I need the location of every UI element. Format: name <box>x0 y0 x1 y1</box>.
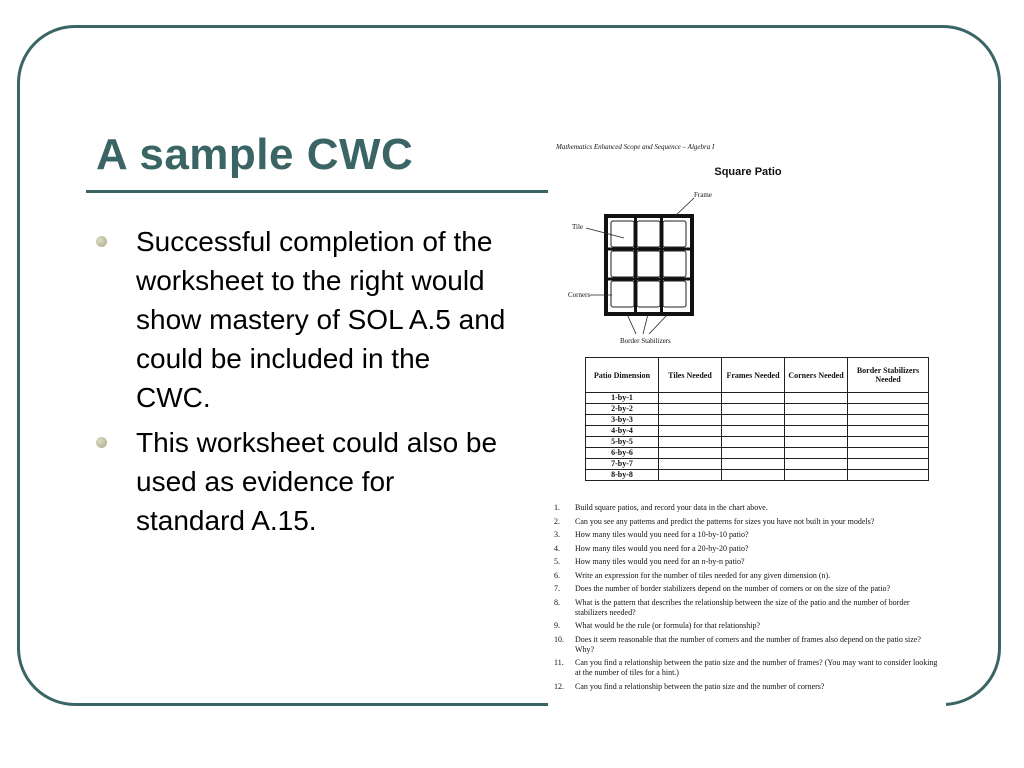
empty-cell <box>848 415 929 426</box>
table-header-row <box>586 358 929 393</box>
empty-cell <box>659 426 722 437</box>
question-item <box>554 517 938 527</box>
question-text: Write an expression for the number of tiles needed for any given dimension (n). <box>575 570 831 580</box>
empty-cell <box>785 393 848 404</box>
patio-tiles <box>611 221 686 307</box>
question-item <box>554 682 938 692</box>
question-number: 2. <box>554 516 560 526</box>
question-text: Does the number of border stabilizers depend on the number of corners or on the size of the patio? <box>575 584 891 593</box>
question-number: 1. <box>554 503 560 512</box>
table-row <box>586 437 929 448</box>
empty-cell <box>848 393 929 404</box>
bullet-text: This worksheet could also be used as evidence for standard A.15. <box>136 427 498 536</box>
question-number: 8. <box>554 597 560 607</box>
question-text: Can you find a relationship between the patio size and the number of corners? <box>575 681 825 691</box>
empty-cell <box>785 448 848 459</box>
question-item <box>554 621 938 631</box>
empty-cell <box>848 437 929 448</box>
empty-cell <box>722 415 785 426</box>
empty-cell <box>848 426 929 437</box>
row-dimension: 4-by-4 <box>586 426 659 437</box>
question-item <box>554 557 938 567</box>
question-item <box>554 530 938 540</box>
question-text: How many tiles would you need for an n-by-n patio? <box>575 557 745 566</box>
empty-cell <box>785 426 848 437</box>
empty-cell <box>722 459 785 470</box>
empty-cell <box>848 459 929 470</box>
question-text: What is the pattern that describes the relationship between the size of the patio and the number of border stabilizers needed? <box>575 597 910 617</box>
question-text: Build square patios, and record your data in the chart above. <box>575 503 768 512</box>
empty-cell <box>659 415 722 426</box>
question-item <box>554 584 938 594</box>
empty-cell <box>659 448 722 459</box>
label-frame: Frame <box>694 191 712 199</box>
question-number: 9. <box>554 621 560 630</box>
row-dimension: 5-by-5 <box>586 437 659 448</box>
empty-cell <box>785 459 848 470</box>
empty-cell <box>722 426 785 437</box>
empty-cell <box>785 404 848 415</box>
table-row <box>586 459 929 470</box>
row-dimension: 1-by-1 <box>586 393 659 404</box>
empty-cell <box>785 470 848 481</box>
empty-cell <box>848 448 929 459</box>
table-row <box>586 404 929 415</box>
patio-data-table <box>585 357 929 481</box>
row-dimension: 3-by-3 <box>586 415 659 426</box>
table-row <box>586 415 929 426</box>
question-text: Does it seem reasonable that the number of corners and the number of frames also depend on the patio size? Why? <box>575 634 921 654</box>
question-item <box>554 571 938 581</box>
bullet-text: Successful completion of the worksheet to the right would show mastery of SOL A.5 and could be included in the CWC. <box>136 226 506 413</box>
empty-cell <box>659 459 722 470</box>
question-number: 4. <box>554 543 560 553</box>
empty-cell <box>785 437 848 448</box>
question-text: How many tiles would you need for a 10-by-10 patio? <box>575 530 749 539</box>
empty-cell <box>659 404 722 415</box>
empty-cell <box>848 470 929 481</box>
worksheet-header: Mathematics Enhanced Scope and Sequence – Algebra I <box>556 143 715 151</box>
empty-cell <box>722 448 785 459</box>
question-item <box>554 503 938 513</box>
question-number: 6. <box>554 570 560 580</box>
row-dimension: 7-by-7 <box>586 459 659 470</box>
empty-cell <box>722 393 785 404</box>
question-text: Can you find a relationship between the patio size and the number of frames? (You may want to consider looking at the number of tiles for a hint.) <box>575 658 938 677</box>
empty-cell <box>848 404 929 415</box>
col-header: Patio Dimension <box>586 358 659 393</box>
bullet-item <box>96 222 506 417</box>
empty-cell <box>659 470 722 481</box>
row-dimension: 8-by-8 <box>586 470 659 481</box>
question-item <box>554 635 938 655</box>
bullet-dot-icon <box>96 437 107 448</box>
question-text: How many tiles would you need for a 20-by-20 patio? <box>575 543 749 553</box>
question-text: What would be the rule (or formula) for that relationship? <box>575 621 761 630</box>
label-border-stabilizers: Border Stabilizers <box>620 337 671 345</box>
question-number: 3. <box>554 530 560 539</box>
question-item <box>554 598 938 618</box>
question-number: 11. <box>554 658 564 667</box>
empty-cell <box>659 393 722 404</box>
col-header: Frames Needed <box>722 358 785 393</box>
col-header: Corners Needed <box>785 358 848 393</box>
question-text: Can you see any patterns and predict the patterns for sizes you have not built in your models? <box>575 516 875 526</box>
table-row <box>586 470 929 481</box>
bullet-item <box>96 423 506 540</box>
question-number: 12. <box>554 681 564 691</box>
worksheet-image <box>548 135 946 710</box>
col-header: Tiles Needed <box>659 358 722 393</box>
table-row <box>586 393 929 404</box>
label-tile: Tile <box>572 223 584 231</box>
question-number: 7. <box>554 584 560 593</box>
bullet-dot-icon <box>96 236 107 247</box>
empty-cell <box>785 415 848 426</box>
question-number: 10. <box>554 634 564 644</box>
empty-cell <box>659 437 722 448</box>
row-dimension: 6-by-6 <box>586 448 659 459</box>
empty-cell <box>722 404 785 415</box>
table-row <box>586 448 929 459</box>
question-item <box>554 658 938 678</box>
table-row <box>586 426 929 437</box>
worksheet-title: Square Patio <box>714 166 782 178</box>
question-number: 5. <box>554 557 560 566</box>
label-corners: Corners <box>568 291 591 299</box>
bullet-list <box>96 222 506 546</box>
patio-diagram <box>548 185 946 350</box>
question-item <box>554 544 938 554</box>
slide-title: A sample CWC <box>96 130 414 179</box>
empty-cell <box>722 437 785 448</box>
col-header: Border Stabilizers Needed <box>848 358 929 393</box>
question-list <box>554 503 938 695</box>
row-dimension: 2-by-2 <box>586 404 659 415</box>
empty-cell <box>722 470 785 481</box>
